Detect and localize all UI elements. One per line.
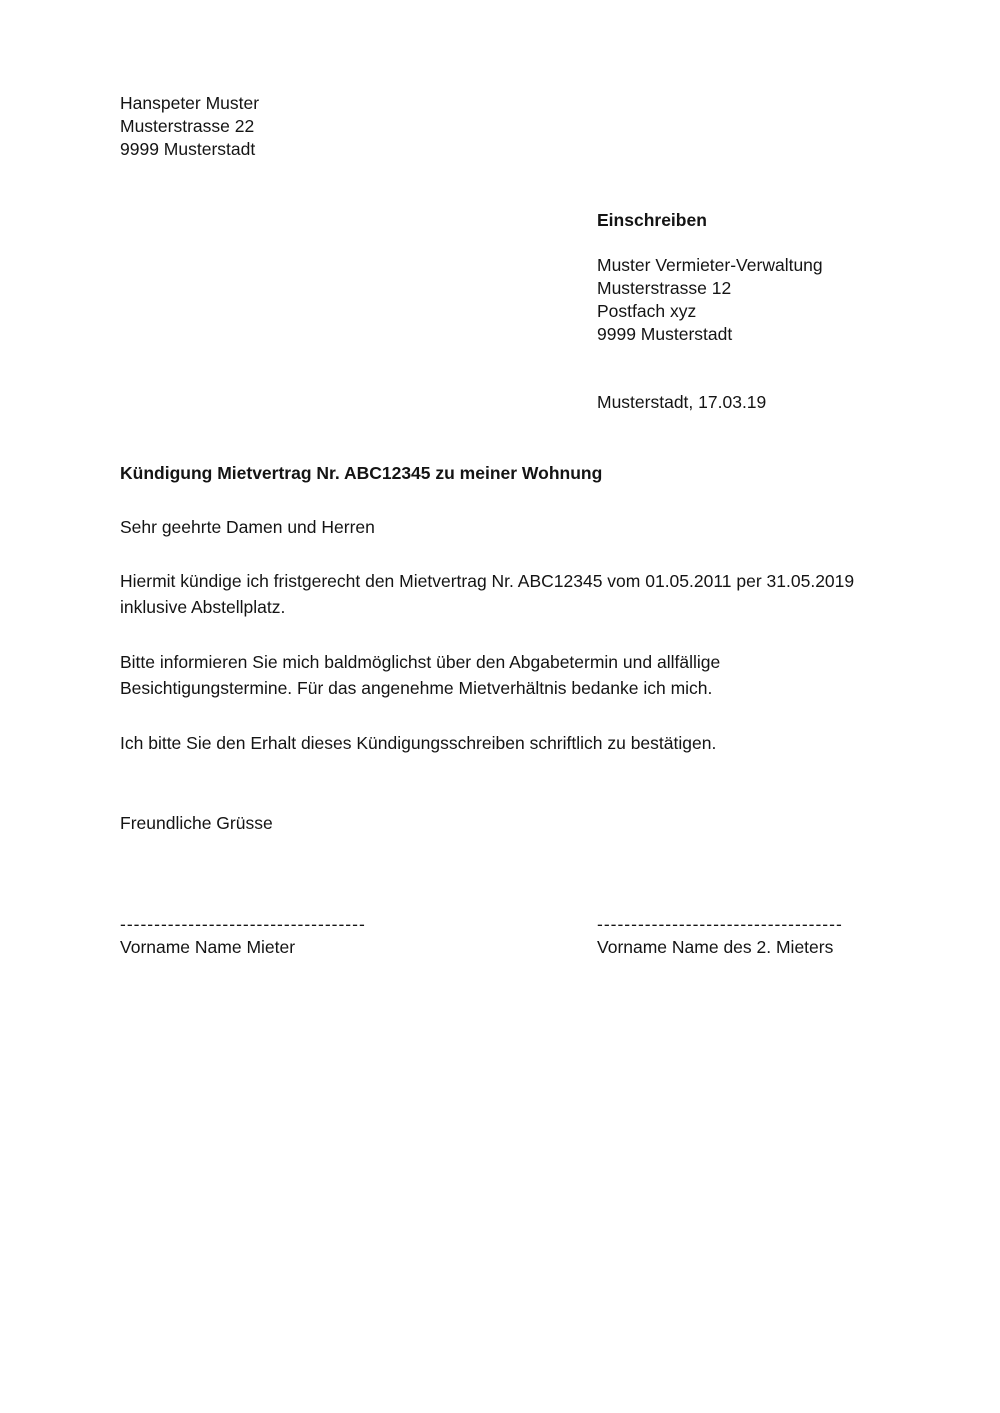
recipient-city: 9999 Musterstadt [597,324,733,344]
signature-block-tenant-1 [120,913,597,959]
recipient-name: Muster Vermieter-Verwaltung [597,255,823,275]
closing-phrase: Freundliche Grüsse [120,813,273,833]
body-paragraph-1: Hiermit kündige ich fristgerecht den Mietvertrag Nr. ABC12345 vom 01.05.2011 per 31.05.2019 inklusive Abstellplatz. [120,571,855,617]
signature-section [120,913,870,959]
signature-line-tenant-1: ------------------------------------ [120,914,366,934]
sender-street: Musterstrasse 22 [120,116,255,136]
salutation: Sehr geehrte Damen und Herren [120,517,375,537]
signature-line-tenant-2: ------------------------------------ [597,914,843,934]
body-paragraph-2: Bitte informieren Sie mich baldmöglichst über den Abgabetermin und allfällige Besichtigungstermine. Für das angenehme Mietverhältnis bedanke ich mich. [120,652,721,698]
subject-line: Kündigung Mietvertrag Nr. ABC12345 zu meiner Wohnung [120,463,603,483]
recipient-pobox: Postfach xyz [597,301,697,321]
recipient-street: Musterstrasse 12 [597,278,732,298]
body-paragraph-3: Ich bitte Sie den Erhalt dieses Kündigungsschreiben schriftlich zu bestätigen. [120,733,717,753]
date-line: Musterstadt, 17.03.19 [597,392,767,412]
delivery-method-label: Einschreiben [597,210,707,230]
signature-block-tenant-2 [597,913,1000,959]
recipient-block [597,209,870,346]
sender-name: Hanspeter Muster [120,93,260,113]
signature-label-tenant-1: Vorname Name Mieter [120,937,296,957]
recipient-address-block [597,254,870,346]
sender-city: 9999 Musterstadt [120,139,256,159]
signature-label-tenant-2: Vorname Name des 2. Mieters [597,937,834,957]
sender-address-block [120,92,870,161]
